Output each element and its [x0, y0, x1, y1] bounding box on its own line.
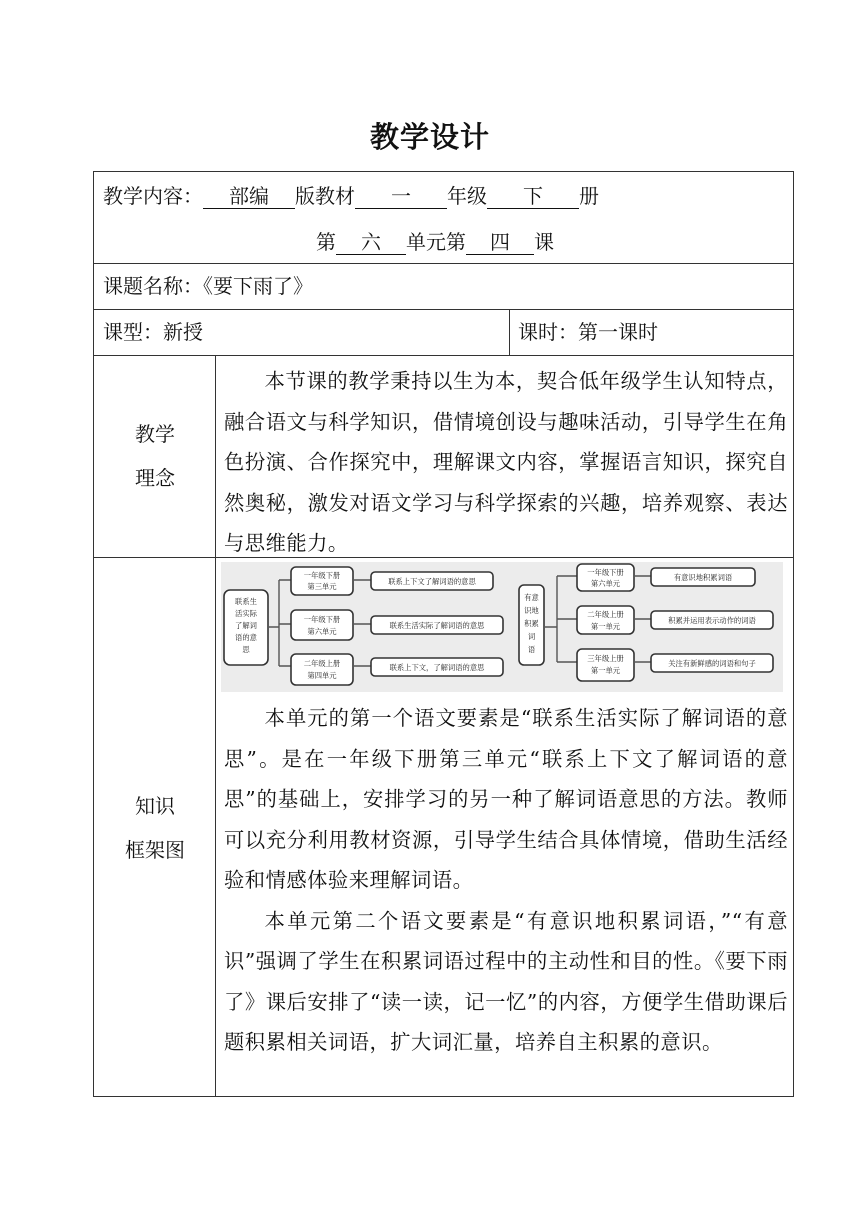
right-root-line: 识地	[524, 606, 539, 615]
lesson-label: 课	[534, 230, 554, 254]
document-title: 教学设计	[369, 120, 490, 154]
unit-blank: 六	[336, 230, 406, 255]
left-root-line: 语的意	[235, 633, 257, 642]
lesson-plan-table	[93, 171, 794, 1097]
right-source-line: 第一单元	[590, 666, 621, 675]
left-root-line: 思	[242, 645, 250, 654]
left-root-line: 活实际	[235, 609, 257, 618]
philosophy-label-line1: 教学	[135, 422, 175, 446]
framework-label	[94, 784, 216, 872]
left-note: 联系上下文了解词语的意思	[388, 577, 476, 586]
knowledge-framework-diagram	[221, 562, 783, 692]
lesson-type-value: 新授	[163, 320, 203, 344]
publisher-blank: 部编	[203, 184, 295, 209]
framework-label-line2: 框架图	[125, 838, 185, 862]
left-source-line: 第三单元	[307, 582, 337, 591]
content-label: 教学内容：	[103, 184, 203, 208]
right-root-line: 积累	[524, 619, 539, 628]
topic-label: 课题名称：	[103, 274, 203, 298]
period-label: 课时：	[518, 320, 578, 344]
framework-text	[224, 698, 788, 1063]
di-label: 第	[316, 230, 336, 254]
right-note: 积累并运用表示动作的词语	[668, 616, 756, 625]
left-source-line: 一年级下册	[303, 615, 341, 624]
right-root-line: 有意	[524, 593, 539, 602]
content-row-line2	[316, 228, 554, 256]
left-root-line: 了解词	[235, 621, 257, 630]
left-note: 联系上下文，了解词语的意思	[389, 663, 485, 672]
left-source-line: 第四单元	[307, 671, 337, 680]
column-divider	[509, 309, 510, 355]
left-note: 联系生活实际了解词语的意思	[389, 621, 485, 630]
framework-label-line1: 知识	[135, 794, 175, 818]
right-source-line: 三年级上册	[587, 654, 624, 663]
left-source-line: 第六单元	[307, 627, 337, 636]
volume-label: 册	[579, 184, 599, 208]
framework-paragraph-2: 本单元第二个语文要素是“有意识地积累词语，”“有意识”强调了学生在积累词语过程中的主动性和目的性。《要下雨了》课后安排了“读一读，记一忆”的内容，方便学生借助课后题积累相关词语，扩大词汇量，培养自主积累的意识。	[224, 908, 788, 1054]
framework-paragraph-1: 本单元的第一个语文要素是“联系生活实际了解词语的意思”。是在一年级下册第三单元“联系上下文了解词语的意思”的基础上，安排学习的另一种了解词语意思的方法。教师可以充分利用教材资源，引导学生结合具体情境，借助生活经验和情感体验来理解词语。	[224, 706, 788, 892]
left-source-line: 一年级下册	[303, 571, 341, 580]
topic-value: 《要下雨了》	[203, 274, 313, 298]
right-source-line: 第一单元	[590, 622, 621, 631]
right-note: 有意识地积累词语	[673, 573, 733, 582]
right-root-line: 词	[527, 632, 536, 641]
right-root-line: 语	[527, 645, 536, 654]
right-source-line: 一年级下册	[587, 568, 624, 577]
framework-diagram-svg	[221, 562, 783, 692]
row-divider	[94, 263, 793, 264]
right-note: 关注有新鲜感的词语和句子	[668, 659, 756, 668]
version-label: 版教材	[295, 184, 355, 208]
row-divider	[94, 355, 793, 356]
row-divider	[94, 309, 793, 310]
lesson-type-cell	[103, 318, 203, 346]
content-row-line1	[103, 182, 599, 210]
left-source-line: 二年级上册	[303, 659, 341, 668]
philosophy-text	[224, 361, 788, 564]
lesson-blank: 四	[466, 230, 534, 255]
grade-blank: 一	[355, 184, 447, 209]
philosophy-paragraph: 本节课的教学秉持以生为本，契合低年级学生认知特点，融合语文与科学知识，借情境创设与趣味活动，引导学生在角色扮演、合作探究中，理解课文内容，掌握语言知识，探究自然奥秘，激发对语文学习与科学探索的兴趣，培养观察、表达与思维能力。	[224, 369, 788, 555]
volume-blank: 下	[487, 184, 579, 209]
philosophy-label	[94, 412, 216, 500]
left-root-line: 联系生	[235, 597, 257, 606]
unit-label: 单元第	[406, 230, 466, 254]
period-cell	[518, 318, 658, 346]
period-value: 第一课时	[578, 320, 658, 344]
right-source-line: 第六单元	[590, 579, 621, 588]
philosophy-label-line2: 理念	[135, 466, 175, 490]
grade-label: 年级	[447, 184, 487, 208]
right-source-line: 二年级上册	[587, 610, 624, 619]
topic-row	[103, 272, 313, 300]
lesson-type-label: 课型：	[103, 320, 163, 344]
